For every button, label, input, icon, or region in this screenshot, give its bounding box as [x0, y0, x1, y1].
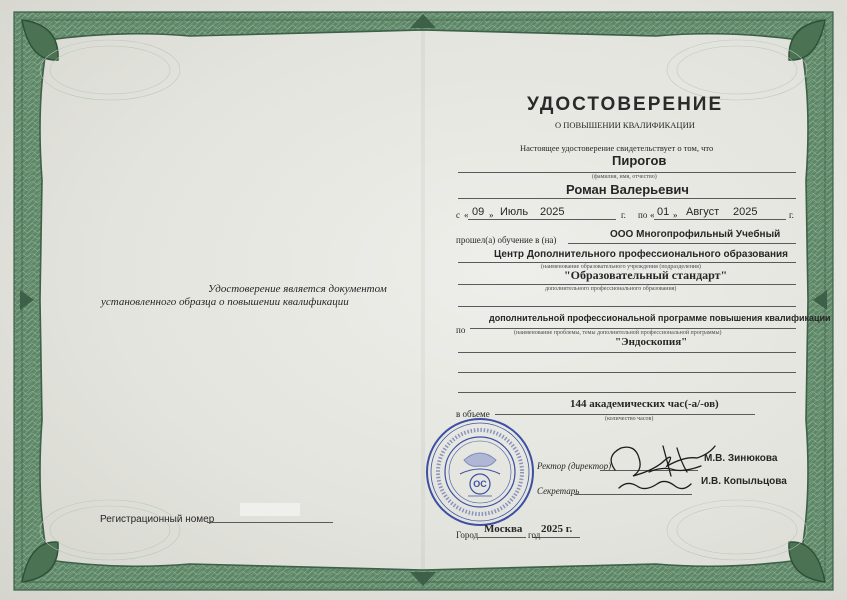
city-label: Город [456, 530, 479, 540]
program-line1: дополнительной профессиональной программе повышения квалификации [489, 313, 831, 323]
period-from-month: Июль [500, 206, 529, 218]
org-line3: "Образовательный стандарт" [564, 268, 728, 282]
certificate: Удостоверение является документом установленного образца о повышении квалификации Регистрационный номер УДОСТОВЕРЕНИЕ О ПОВЫШЕНИИ КВАЛИФИКАЦИИ Настоящее удостоверение свидетельствует о том, что Пирогов (фамилия, имя, отчество) Роман Валерьевич с « 09 » Июль 2025 г. по « 01 » Август 2025 г. прошел(а) обучение в (на) ООО Многопрофильный Учебный Центр Дополнительного профессионального образования (наименование образовательного учреждения (подразделения) "Образовательный стандарт" дополнительного профессионального образования) по дополнительной профессиональной программе повышения квалификации (наименование проблемы, темы дополнительной профессиональной программы) "Эндоскопия" в объеме 144 академических час(-а/-ов) (количество часов) ОС Ректор (директор) М.В. Зинюкова Секретарь И.В. Копыльцова Город Москва 2025 г. год [0, 0, 847, 600]
fio-caption: (фамилия, имя, отчество) [592, 174, 657, 180]
org-caption: (наименование образовательного учреждения (подразделения) [541, 264, 701, 270]
study-label: прошел(а) обучение в (на) [456, 235, 557, 245]
year-label: год [528, 530, 541, 540]
left-note-line2: установленного образца о повышении квалификации [101, 296, 349, 308]
period-to-day: 01 [657, 206, 670, 218]
city-value: Москва [484, 523, 523, 535]
round-seal-icon [424, 416, 536, 528]
volume-label: в объеме [456, 409, 490, 419]
period-to-prefix: по [638, 210, 648, 220]
surname: Пирогов [612, 153, 667, 168]
rector-name: М.В. Зинюкова [704, 453, 778, 464]
period-from-year: 2025 [540, 206, 565, 218]
registration-label: Регистрационный номер [100, 514, 215, 525]
seal-center-text: ОС [473, 479, 487, 489]
period-from-year-suffix: г. [621, 210, 626, 220]
secretary-name: И.В. Копыльцова [701, 476, 787, 487]
program-label: по [456, 325, 466, 335]
period-to-month: Август [686, 206, 720, 218]
period-from-day: 09 [472, 206, 485, 218]
program-line2: "Эндоскопия" [615, 336, 688, 348]
program-caption: (наименование проблемы, темы дополнительной профессиональной программы) [514, 330, 722, 336]
period-from-prefix: с [456, 210, 460, 220]
registration-number-redacted [240, 503, 300, 516]
org-caption2: дополнительного профессионального образования) [545, 286, 677, 292]
signature-icon [605, 436, 720, 500]
period-to-year: 2025 [733, 206, 758, 218]
rector-label: Ректор (директор) [537, 461, 612, 471]
intro-text: Настоящее удостоверение свидетельствует о том, что [520, 143, 714, 153]
year-value: 2025 г. [541, 523, 573, 535]
org-line1: ООО Многопрофильный Учебный [610, 229, 781, 240]
volume-caption: (количество часов) [605, 416, 654, 422]
org-line2: Центр Дополнительного профессионального образования [494, 249, 788, 260]
volume-value: 144 академических час(-а/-ов) [570, 398, 719, 410]
secretary-label: Секретарь [537, 486, 580, 496]
subtitle: О ПОВЫШЕНИИ КВАЛИФИКАЦИИ [555, 120, 695, 130]
page-title: УДОСТОВЕРЕНИЕ [527, 94, 724, 115]
left-note-line1: Удостоверение является документом [208, 283, 387, 295]
full-name: Роман Валерьевич [566, 182, 689, 197]
period-to-year-suffix: г. [789, 210, 794, 220]
